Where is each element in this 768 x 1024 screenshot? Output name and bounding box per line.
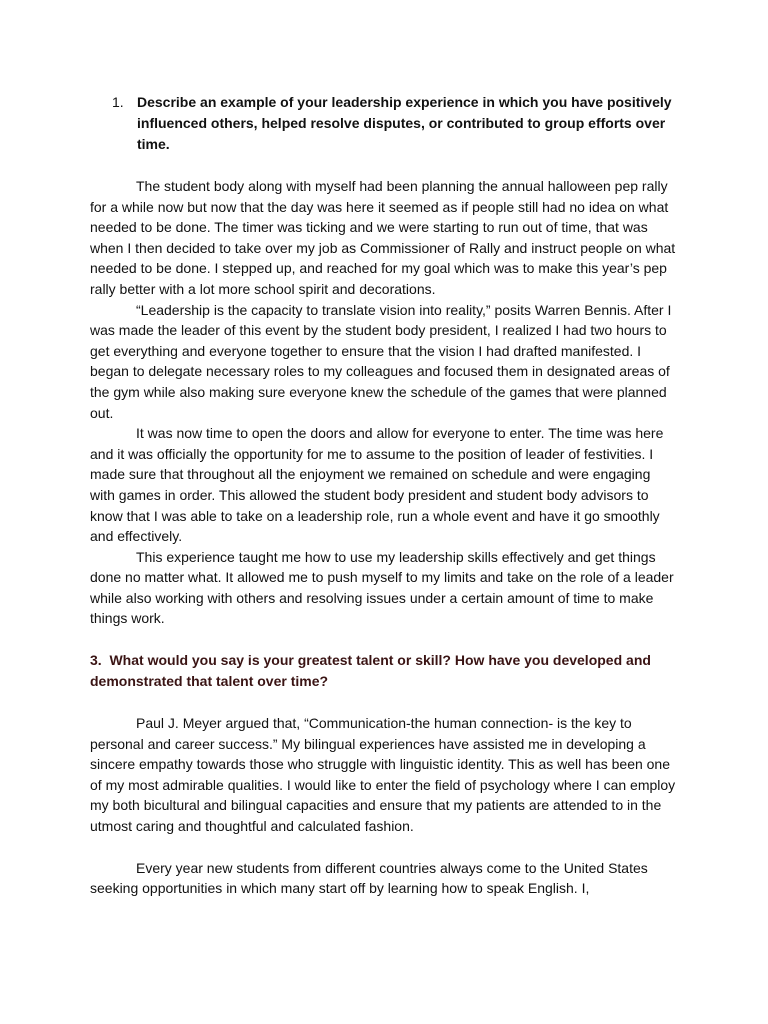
question-3-heading: What would you say is your greatest talent or skill? How have you developed and demonstrated that talent over time?	[90, 652, 651, 690]
question-1-number: 1.	[112, 94, 124, 110]
question-1-heading: Describe an example of your leadership experience in which you have positively influenced others, helped resolve disputes, or contributed to group efforts over time.	[137, 94, 672, 152]
answer-1-paragraph-2: “Leadership is the capacity to translate vision into reality,” posits Warren Bennis. After I was made the leader of this event by the student body president, I realized I had two hours to get everything and everyone together to ensure that the vision I had drafted manifested. I began to delegate necessary roles to my colleagues and focused them in designated areas of the gym while also making sure everyone knew the schedule of the games that were planned out.	[90, 301, 672, 421]
answer-3-paragraph-1: Paul J. Meyer argued that, “Communication-the human connection- is the key to personal and career success.” My bilingual experiences have assisted me in developing a sincere empathy towards those who struggle with linguistic identity. This as well has been one of my most admirable qualities. I would like to enter the field of psychology where I can employ my both bicultural and bilingual capacities and ensure that my patients are attended to in the utmost caring and thoughtful and calculated fashion.	[90, 715, 676, 835]
question-1	[112, 92, 678, 155]
question-3	[90, 650, 678, 692]
answer-1-paragraph-4: This experience taught me how to use my leadership skills effectively and get things done no matter what. It allowed me to push myself to my limits and take on the role of a leader while also working with others and resolving issues under a certain amount of time to make things work.	[90, 548, 674, 627]
answer-1-paragraph-3: It was now time to open the doors and allow for everyone to enter. The time was here and it was officially the opportunity for me to assume to the position of leader of festivities. I made sure that throughout all the enjoyment we remained on schedule and were engaging with games in order. This allowed the student body president and student body advisors to know that I was able to take on a leadership role, run a whole event and have it go smoothly and effectively.	[90, 425, 664, 545]
answer-1-paragraph-1: The student body along with myself had been planning the annual halloween pep rally for a while now but now that the day was here it seemed as if people still had no idea on what needed to be done. The timer was ticking and we were starting to run out of time, that was when I then decided to take over my job as Commissioner of Rally and instruct people on what needed to be done. I stepped up, and reached for my goal which was to make this year’s pep rally better with a lot more school spirit and decorations.	[90, 178, 676, 297]
question-3-number: 3.	[90, 652, 102, 669]
answer-3-paragraph-2: Every year new students from different countries always come to the United States seeking opportunities in which many start off by learning how to speak English. I,	[90, 859, 648, 897]
